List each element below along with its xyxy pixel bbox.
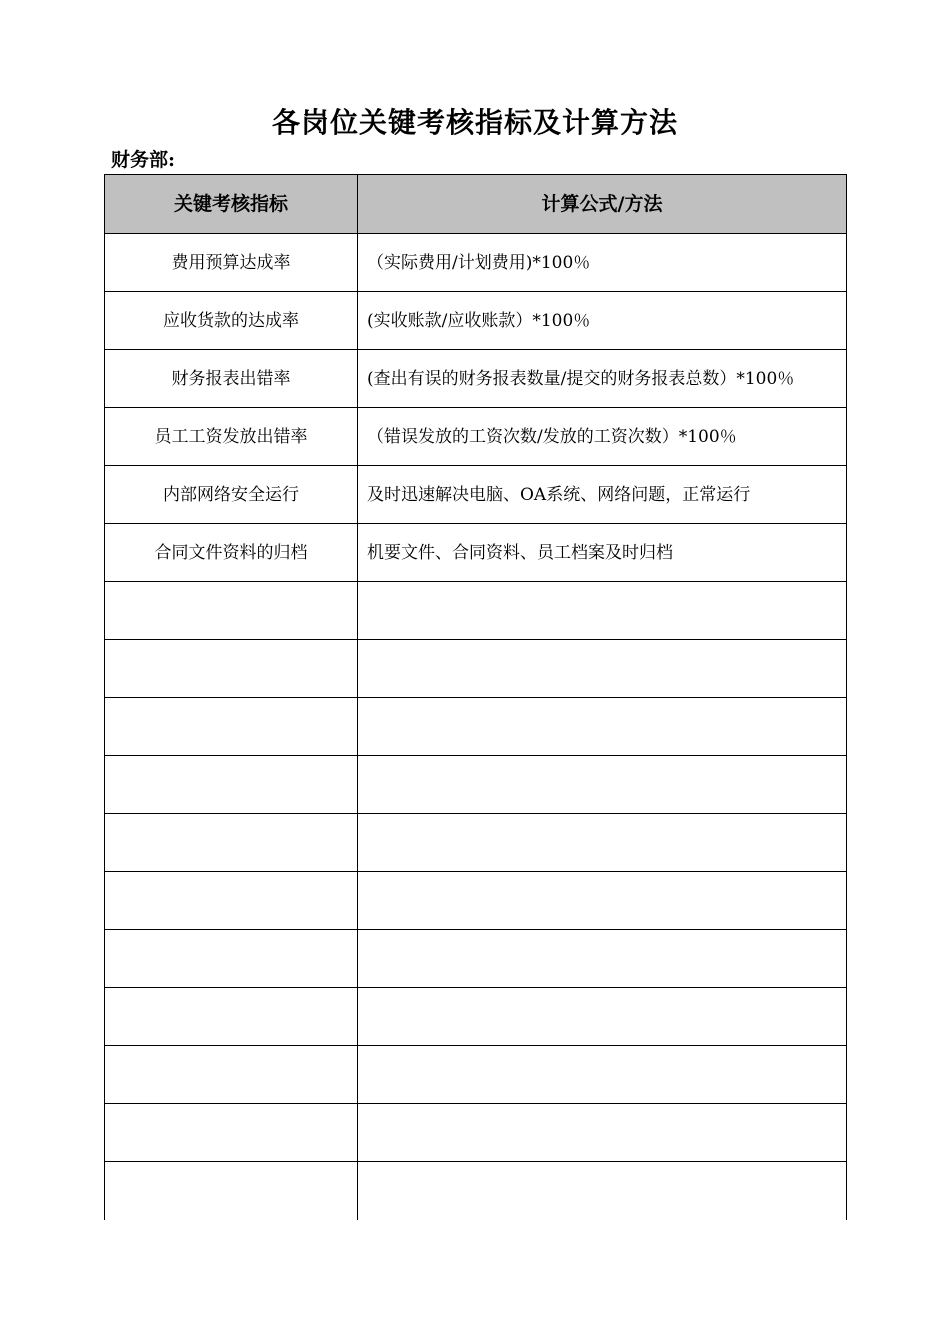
cell-key-metric: 应收货款的达成率 [105,292,358,350]
table-row [105,698,847,756]
cell-formula-method: 机要文件、合同资料、员工档案及时归档 [358,524,847,582]
cell-formula-method [358,814,847,872]
department-label: 财务部: [111,149,176,171]
table-row [105,524,847,582]
cell-key-metric [105,872,358,930]
table-row [105,814,847,872]
cell-formula-method: （实际费用/计划费用)*100％ [358,234,847,292]
table-row [105,292,847,350]
table-row [105,1104,847,1162]
cell-key-metric: 财务报表出错率 [105,350,358,408]
cell-key-metric [105,930,358,988]
cell-key-metric [105,582,358,640]
cell-formula-method [358,640,847,698]
table-row [105,408,847,466]
table-row [105,988,847,1046]
table-row [105,350,847,408]
cell-formula-method: （错误发放的工资次数/发放的工资次数）*100％ [358,408,847,466]
header-formula-method: 计算公式/方法 [358,175,847,234]
cell-key-metric [105,988,358,1046]
document-title: 各岗位关键考核指标及计算方法 [271,106,678,139]
cell-key-metric [105,1162,358,1220]
cell-key-metric: 员工工资发放出错率 [105,408,358,466]
cell-formula-method [358,698,847,756]
cell-key-metric: 合同文件资料的归档 [105,524,358,582]
header-key-metric: 关键考核指标 [105,175,358,234]
table-row [105,234,847,292]
table-row [105,872,847,930]
table-row [105,582,847,640]
cell-key-metric [105,756,358,814]
cell-formula-method [358,930,847,988]
cell-key-metric: 内部网络安全运行 [105,466,358,524]
cell-key-metric [105,640,358,698]
cell-key-metric [105,814,358,872]
cell-formula-method [358,582,847,640]
cell-key-metric [105,1104,358,1162]
cell-formula-method [358,872,847,930]
table-header-row [105,175,847,234]
table-row [105,1046,847,1104]
cell-formula-method: 及时迅速解决电脑、OA系统、网络问题，正常运行 [358,466,847,524]
table-body [105,234,847,1220]
table-row [105,1162,847,1220]
cell-formula-method [358,756,847,814]
table-row [105,930,847,988]
cell-formula-method [358,988,847,1046]
cell-key-metric [105,698,358,756]
cell-formula-method [358,1162,847,1220]
cell-formula-method: (实收账款/应收账款）*100％ [358,292,847,350]
cell-formula-method: (查出有误的财务报表数量/提交的财务报表总数）*100％ [358,350,847,408]
table-row [105,756,847,814]
kpi-table [104,174,847,1220]
table-row [105,640,847,698]
cell-key-metric: 费用预算达成率 [105,234,358,292]
table-row [105,466,847,524]
cell-key-metric [105,1046,358,1104]
cell-formula-method [358,1104,847,1162]
cell-formula-method [358,1046,847,1104]
